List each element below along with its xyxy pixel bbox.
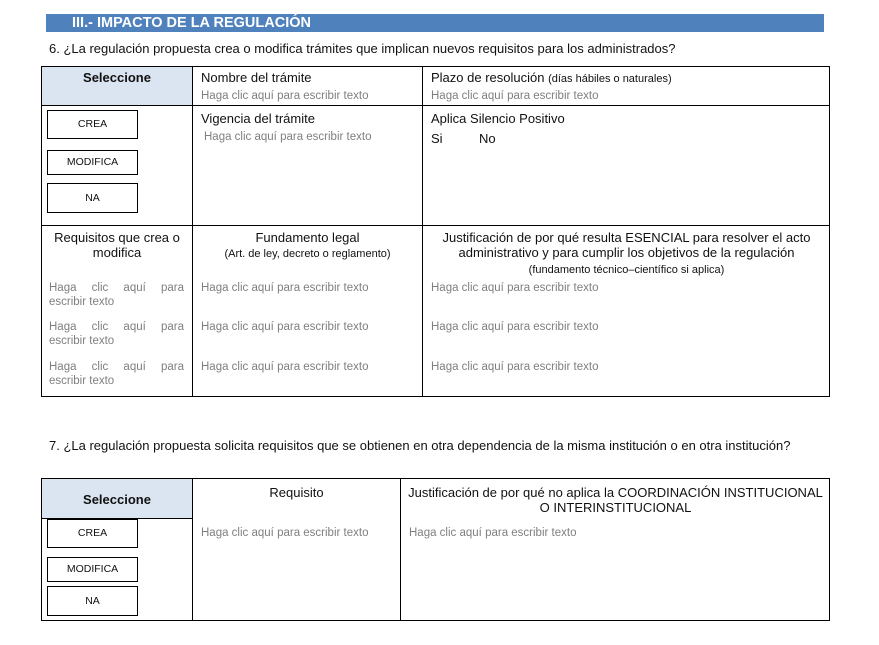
justificacion-field[interactable]: Haga clic aquí para escribir texto <box>431 321 599 333</box>
justificacion-field[interactable]: Haga clic aquí para escribir texto <box>431 282 599 294</box>
justificacion-note: (fundamento técnico–científico si aplica) <box>528 264 725 276</box>
option-modifica[interactable]: MODIFICA <box>47 150 138 175</box>
section-title: III.- IMPACTO DE LA REGULACIÓN <box>46 14 824 32</box>
requisitos-header: Requisitos que crea o modifica <box>54 230 180 260</box>
option-na[interactable]: NA <box>47 183 138 213</box>
question-6: 6. ¿La regulación propuesta crea o modifica trámites que implican nuevos requisitos para los administrados? <box>49 41 676 56</box>
option-crea[interactable]: CREA <box>47 110 138 139</box>
option-modifica[interactable]: MODIFICA <box>47 557 138 582</box>
plazo-field[interactable]: Haga clic aquí para escribir texto <box>431 90 599 102</box>
requisito-field[interactable]: Haga clic aquí para escribir texto <box>201 527 369 539</box>
justificacion-coordinacion-header: Justificación de por qué no aplica la COORDINACIÓN INSTITUCIONAL O INTERINSTITUCIONAL <box>408 485 823 515</box>
silencio-no[interactable]: No <box>479 131 496 146</box>
fundamento-field[interactable]: Haga clic aquí para escribir texto <box>201 321 369 333</box>
question-7: 7. ¿La regulación propuesta solicita requisitos que se obtienen en otra dependencia de la misma institución o en otra institución? <box>49 438 791 453</box>
plazo-label <box>431 70 672 87</box>
nombre-tramite-field[interactable]: Haga clic aquí para escribir texto <box>201 90 369 102</box>
select-header: Seleccione <box>83 492 151 507</box>
justificacion-coordinacion-field[interactable]: Haga clic aquí para escribir texto <box>409 527 577 539</box>
option-na[interactable]: NA <box>47 586 138 616</box>
requisito-field[interactable]: Haga clic aquí para escribir texto <box>49 361 184 387</box>
vigencia-label: Vigencia del trámite <box>201 111 315 126</box>
fundamento-field[interactable]: Haga clic aquí para escribir texto <box>201 361 369 373</box>
select-header: Seleccione <box>83 70 151 85</box>
option-crea[interactable]: CREA <box>47 519 138 548</box>
plazo-note: (días hábiles o naturales) <box>548 73 672 85</box>
justificacion-field[interactable]: Haga clic aquí para escribir texto <box>431 361 599 373</box>
nombre-tramite-label: Nombre del trámite <box>201 70 312 85</box>
requisito-field[interactable]: Haga clic aquí para escribir texto <box>49 282 184 308</box>
justificacion-header: Justificación de por qué resulta ESENCIAL para resolver el acto administrativo y para cumplir los objetivos de la regulación <box>442 230 811 260</box>
silencio-label: Aplica Silencio Positivo <box>431 111 565 126</box>
fundamento-note: (Art. de ley, decreto o reglamento) <box>224 248 391 260</box>
plazo-label-text: Plazo de resolución <box>431 70 545 85</box>
requisito-field[interactable]: Haga clic aquí para escribir texto <box>49 321 184 347</box>
fundamento-header: Fundamento legal <box>255 230 360 245</box>
fundamento-field[interactable]: Haga clic aquí para escribir texto <box>201 282 369 294</box>
silencio-si[interactable]: Si <box>431 131 443 146</box>
vigencia-field[interactable]: Haga clic aquí para escribir texto <box>204 131 372 143</box>
requisito-header: Requisito <box>269 485 324 500</box>
